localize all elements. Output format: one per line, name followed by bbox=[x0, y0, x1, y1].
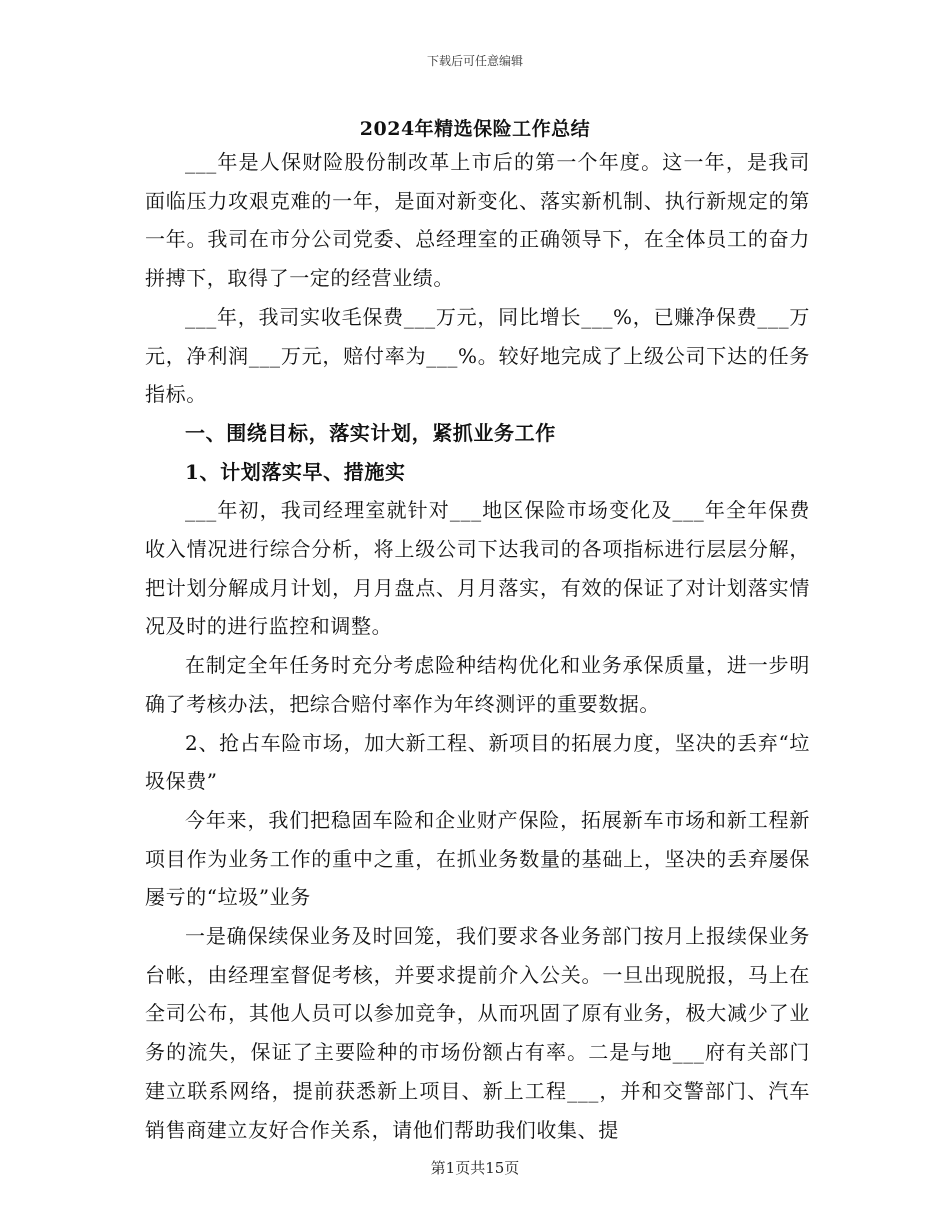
subheading-2: 2、抢占车险市场，加大新工程、新项目的拓展力度，坚决的丢弃“垃圾保费” bbox=[145, 730, 810, 794]
paragraph-renewal: 一是确保续保业务及时回笼，我们要求各业务部门按月上报续保业务台帐，由经理室督促考核，并要求提前介入公关。一旦出现脱报，马上在全司公布，其他人员可以参加竞争，从而巩固了原有业务，极大减少了业务的流失，保证了主要险种的市场份额占有率。二是与地___府有关部门建立联系网络，提前获悉新上项目、新上工程___，并和交警部门、汽车销售商建立友好合作关系，请他们帮助我们收集、提 bbox=[145, 924, 810, 1142]
document-body bbox=[145, 143, 810, 1149]
paragraph-tasks: 在制定全年任务时充分考虑险种结构优化和业务承保质量，进一步明确了考核办法，把综合赔付率作为年终测评的重要数据。 bbox=[145, 653, 810, 716]
page-header-note: 下载后可任意编辑 bbox=[426, 54, 523, 68]
paragraph-this-year: 今年来，我们把稳固车险和企业财产保险，拓展新车市场和新工程新项目作为业务工作的重中之重，在抓业务数量的基础上，坚决的丢弃屡保屡亏的“垃圾”业务 bbox=[145, 807, 810, 910]
page-number: 第1页共15页 bbox=[430, 1159, 520, 1177]
section-heading-1: 一、围绕目标，落实计划，紧抓业务工作 bbox=[185, 420, 556, 445]
subheading-1: 1、计划落实早、措施实 bbox=[185, 459, 406, 484]
document-title: 2024年精选保险工作总结 bbox=[359, 118, 591, 140]
paragraph-intro: ___年是人保财险股份制改革上市后的第一个年度。这一年，是我司面临压力攻艰克难的一年，是面对新变化、落实新机制、执行新规定的第一年。我司在市分公司党委、总经理室的正确领导下，在全体员工的奋力拼搏下，取得了一定的经营业绩。 bbox=[145, 150, 810, 291]
paragraph-plan: ___年初，我司经理室就针对___地区保险市场变化及___年全年保费收入情况进行综合分析，将上级公司下达我司的各项指标进行层层分解，把计划分解成月计划，月月盘点、月月落实，有效的保证了对计划落实情况及时的进行监控和调整。 bbox=[145, 498, 810, 639]
paragraph-figures: ___年，我司实收毛保费___万元，同比增长___%，已赚净保费___万元，净利润___万元，赔付率为___%。较好地完成了上级公司下达的任务指标。 bbox=[145, 304, 810, 407]
